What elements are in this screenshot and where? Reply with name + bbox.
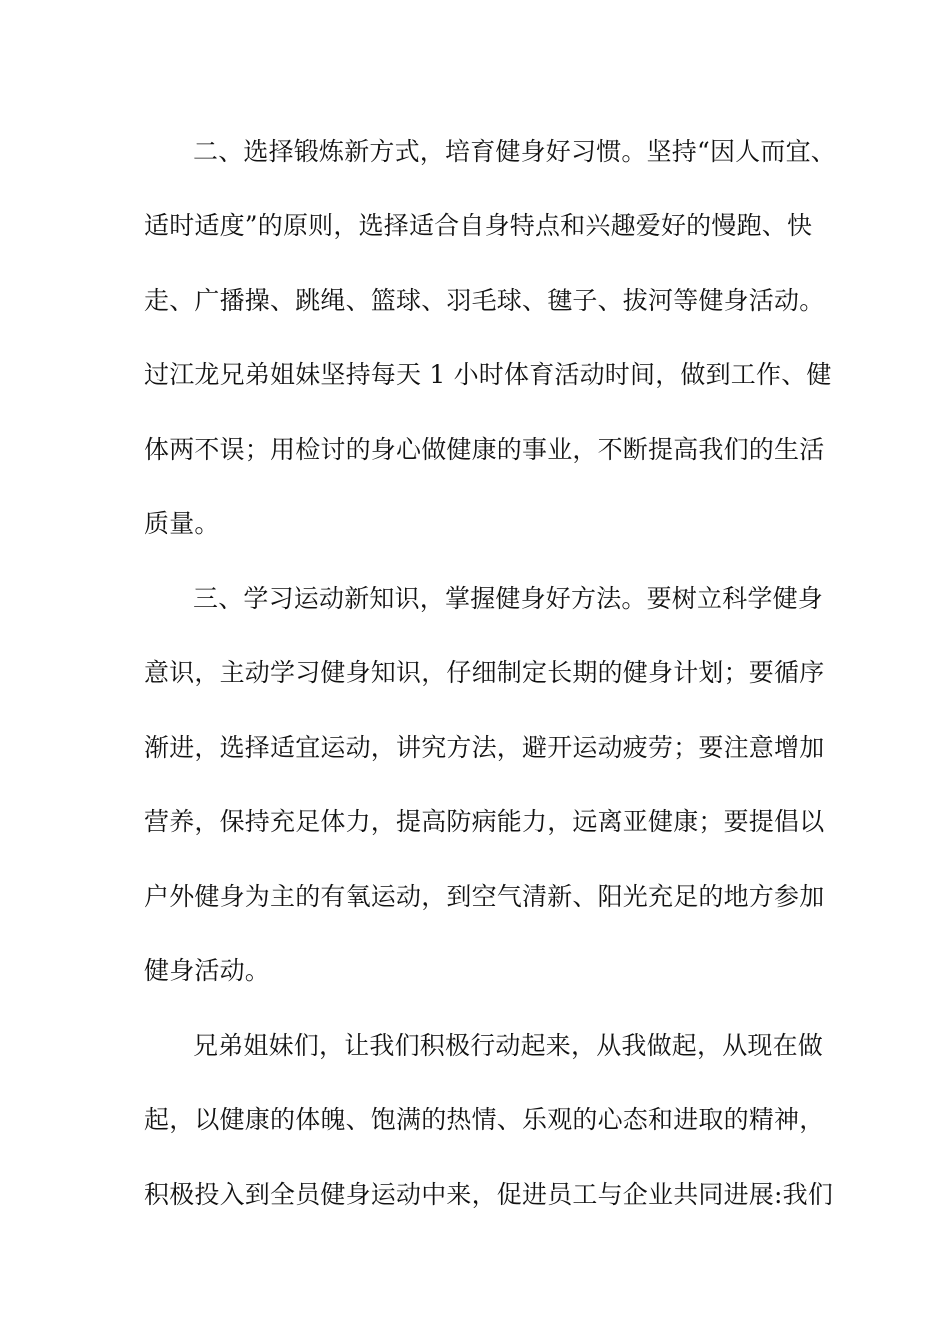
paragraph-4-line-1: 兄弟姐妹们，让我们积极行动起来，从我做起，从现在做 — [193, 1031, 824, 1060]
paragraph-4-line-2: 起，以健康的体魄、饱满的热情、乐观的心态和进取的精神， — [144, 1105, 825, 1134]
paragraph-2-line-1: 二、选择锻炼新方式，培育健身好习惯。坚持“因人而宜、 — [193, 137, 836, 166]
paragraph-3-line-6: 健身活动。 — [144, 956, 271, 985]
paragraph-2-line-6: 质量。 — [144, 509, 220, 538]
paragraph-2-line-4: 过江龙兄弟姐妹坚持每天 1 小时体育活动时间，做到工作、健 — [144, 360, 832, 389]
paragraph-4-line-3: 积极投入到全员健身运动中来，促进员工与企业共同进展:我们 — [144, 1180, 834, 1209]
paragraph-3-line-4: 营养，保持充足体力，提高防病能力，远离亚健康；要提倡以 — [144, 807, 825, 836]
paragraph-2-line-3: 走、广播操、跳绳、篮球、羽毛球、毽子、拔河等健身活动。 — [144, 286, 825, 315]
paragraph-3-line-3: 渐进，选择适宜运动，讲究方法，避开运动疲劳；要注意增加 — [144, 733, 825, 762]
paragraph-2-line-5: 体两不误；用检讨的身心做健康的事业，不断提高我们的生活 — [144, 435, 825, 464]
paragraph-3-line-1: 三、学习运动新知识，掌握健身好方法。要树立科学健身 — [193, 584, 824, 613]
paragraph-3-line-5: 户外健身为主的有氧运动，到空气清新、阳光充足的地方参加 — [144, 882, 825, 911]
paragraph-2-line-2: 适时适度”的原则，选择适合自身特点和兴趣爱好的慢跑、快 — [144, 211, 813, 240]
paragraph-3-line-2: 意识，主动学习健身知识，仔细制定长期的健身计划；要循序 — [144, 658, 825, 687]
